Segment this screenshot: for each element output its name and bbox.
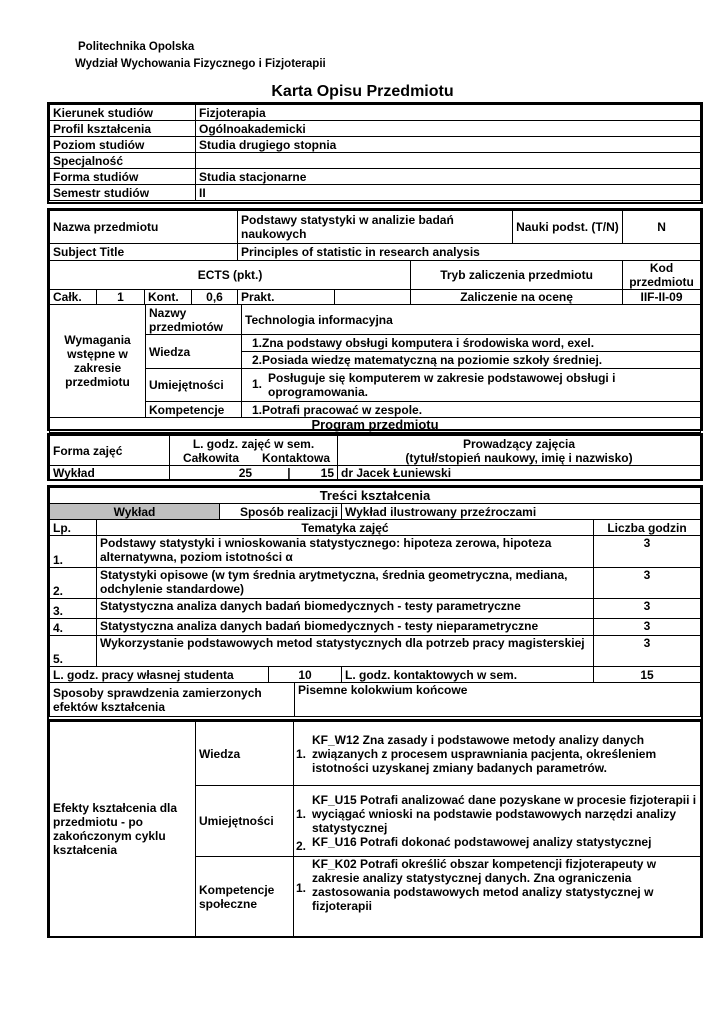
efekty-label: Efekty kształcenia dla przedmiotu - po zakończonym cyklu kształcenia [50,722,196,937]
row-hours: 3 [594,636,701,667]
subject-table [47,208,703,431]
row-hours: 3 [594,599,701,619]
info-table [47,102,703,204]
row-lp: 2. [50,568,97,599]
efekty-table [47,719,703,938]
row-lp: 3. [50,599,97,619]
info-value: Studia stacjonarne [196,169,701,185]
kontakt-value: 15 [594,667,701,683]
info-value: II [196,185,701,201]
info-value [196,153,701,169]
table-row [50,636,701,667]
kod-label: Kod przedmiotu [623,261,701,290]
row-text: Statystyczna analiza danych badań biomedycznych - testy nieparametryczne [97,619,594,636]
prereq-umiej-label: Umiejętności [146,369,242,402]
efekty-umiej-label: Umiejętności [196,786,294,857]
kod-value: IIF-II-09 [623,290,701,305]
prereq-wiedza-label: Wiedza [146,335,242,369]
item-number: 1. [296,807,307,821]
item-number: 1. [252,336,263,350]
row-hours: 3 [594,568,701,599]
sposoby-label: Sposoby sprawdzenia zamierzonych efektów kształcenia [50,683,295,717]
item-number: 1. [252,377,263,391]
faculty-name: Wydział Wychowania Fizycznego i Fizjoterapii [75,58,326,70]
subject-name-label: Nazwa przedmiotu [50,211,238,244]
item-number: 2. [296,839,307,853]
prakt-label: Prakt. [238,290,335,305]
item-number: 1. [296,747,307,761]
info-value: Ogólnoakademicki [196,121,701,137]
university-name: Politechnika Opolska [78,41,195,53]
kont-value: 0,6 [192,290,238,305]
efekty-wiedza-label: Wiedza [196,722,294,786]
godzin-header: Liczba godzin [594,520,701,536]
wlasnej-label: L. godz. pracy własnej studenta [50,667,269,683]
row-text: Statystyczna analiza danych badań biomedycznych - testy parametryczne [97,599,594,619]
forma-table [47,433,703,481]
row-hours: 3 [594,536,701,568]
info-label: Poziom studiów [50,137,196,153]
sposob-value: Wykład ilustrowany przeźroczami [342,504,701,520]
row-text: Wykorzystanie podstawowych metod statystycznych dla potrzeb pracy magisterskiej [97,636,594,667]
forma-row-calk: 25 [238,466,253,480]
prereq-umiej-1: Posługuje się komputerem w zakresie podstawowej obsługi i oprogramowania. [268,371,616,399]
efekty-komp-label: Kompetencje społeczne [196,857,294,937]
sposoby-value: Pisemne kolokwium końcowe [295,683,701,717]
table-row [50,599,701,619]
subject-title-label: Subject Title [50,244,238,261]
prereq-wiedza-2: Posiada wiedzę matematyczną na poziomie szkoły średniej. [262,353,603,367]
row-hours: 3 [594,619,701,636]
item-number: 1. [296,881,307,895]
prereq-komp-label: Kompetencje [146,402,242,418]
row-lp: 4. [50,619,97,636]
prereq-nazwy-label: Nazwy przedmiotów [146,305,242,335]
kont-label: Kont. [145,290,192,305]
efekty-komp-1: KF_K02 Potrafi określić obszar kompetencji fizjoterapeuty w zakresie analizy statystycznej danych. Zna ograniczenia zastosowania podstawowych metod analizy statystycznej w fizjoterapii [312,857,657,913]
info-label: Forma studiów [50,169,196,185]
prowadzacy-label: Prowadzący zajęcia [462,436,576,451]
info-value: Fizjoterapia [196,105,701,121]
zaliczenie-value: Zaliczenie na ocenę [411,290,623,305]
wlasnej-value: 10 [269,667,342,683]
item-number: 1. [252,402,263,417]
lp-header: Lp. [50,520,97,536]
calk-value: 1 [97,290,145,305]
prereq-nazwy-value: Technologia informacyjna [242,305,701,335]
table-row [50,619,701,636]
prakt-value [335,290,411,305]
efekty-wiedza-1: KF_W12 Zna zasady i podstawowe metody analizy danych związanych z procesem usprawniania pacjenta, określeniem istotności uzyskanej zmiany badanych parametrów. [312,732,657,775]
info-label: Semestr studiów [50,185,196,201]
info-label: Profil kształcenia [50,121,196,137]
efekty-umiej-2: KF_U16 Potrafi dokonać podstawowej analizy statystycznej [312,835,652,849]
sposob-label: Sposób realizacji [220,504,342,520]
kontakt-label: L. godz. kontaktowych w sem. [342,667,594,683]
info-label: Specjalność [50,153,196,169]
wyklad-tab: Wykład [50,504,220,520]
row-lp: 5. [50,636,97,667]
tryb-label: Tryb zaliczenia przedmiotu [411,261,623,290]
godz-label: L. godz. zajęć w sem. [192,436,315,451]
forma-row-prow: dr Jacek Łuniewski [338,466,701,481]
calk-label: Całk. [50,290,97,305]
forma-label: Forma zajęć [50,436,170,466]
row-text: Statystyki opisowe (w tym średnia arytmetyczna, średnia geometryczna, mediana, odchylenie standardowe) [97,568,594,599]
subject-title-value: Principles of statistic in research analysis [238,244,701,261]
forma-row-sep: | [287,466,291,480]
table-row [50,568,701,599]
program-heading: Program przedmiotu [50,418,701,433]
prowadzacy-sub: (tytuł/stopień naukowy, imię i nazwisko) [405,450,633,465]
info-value: Studia drugiego stopnia [196,137,701,153]
prereq-label: Wymagania wstępne w zakresie przedmiotu [50,305,146,418]
forma-row-label: Wykład [50,466,170,481]
row-lp: 1. [50,536,97,568]
row-text: Podstawy statystyki i wnioskowania statystycznego: hipoteza zerowa, hipoteza alternatywna, poziom istotności α [97,536,594,568]
calkowita-label: Całkowita [183,450,240,465]
forma-row-kont: 15 [320,466,334,480]
item-number: 2. [252,353,263,367]
table-row [50,536,701,568]
efekty-umiej-1: KF_U15 Potrafi analizować dane pozyskane w procesie fizjoterapii i wyciągać wnioski na podstawie podstawowych narzędzi analizy statystycznej [312,793,697,835]
tresci-table [47,485,703,721]
prereq-komp-1: Potrafi pracować w zespole. [262,402,423,417]
tresci-heading: Treści kształcenia [50,488,701,504]
ects-label: ECTS (pkt.) [50,261,411,290]
nauki-value: N [623,211,701,244]
info-label: Kierunek studiów [50,105,196,121]
prereq-wiedza-1: Zna podstawy obsługi komputera i środowiska word, exel. [262,336,595,350]
tematyka-header: Tematyka zajęć [97,520,594,536]
subject-name-value: Podstawy statystyki w analizie badań naukowych [238,211,513,244]
page-title: Karta Opisu Przedmiotu [271,83,454,100]
nauki-label: Nauki podst. (T/N) [513,211,623,244]
kontaktowa-label: Kontaktowa [261,450,330,465]
